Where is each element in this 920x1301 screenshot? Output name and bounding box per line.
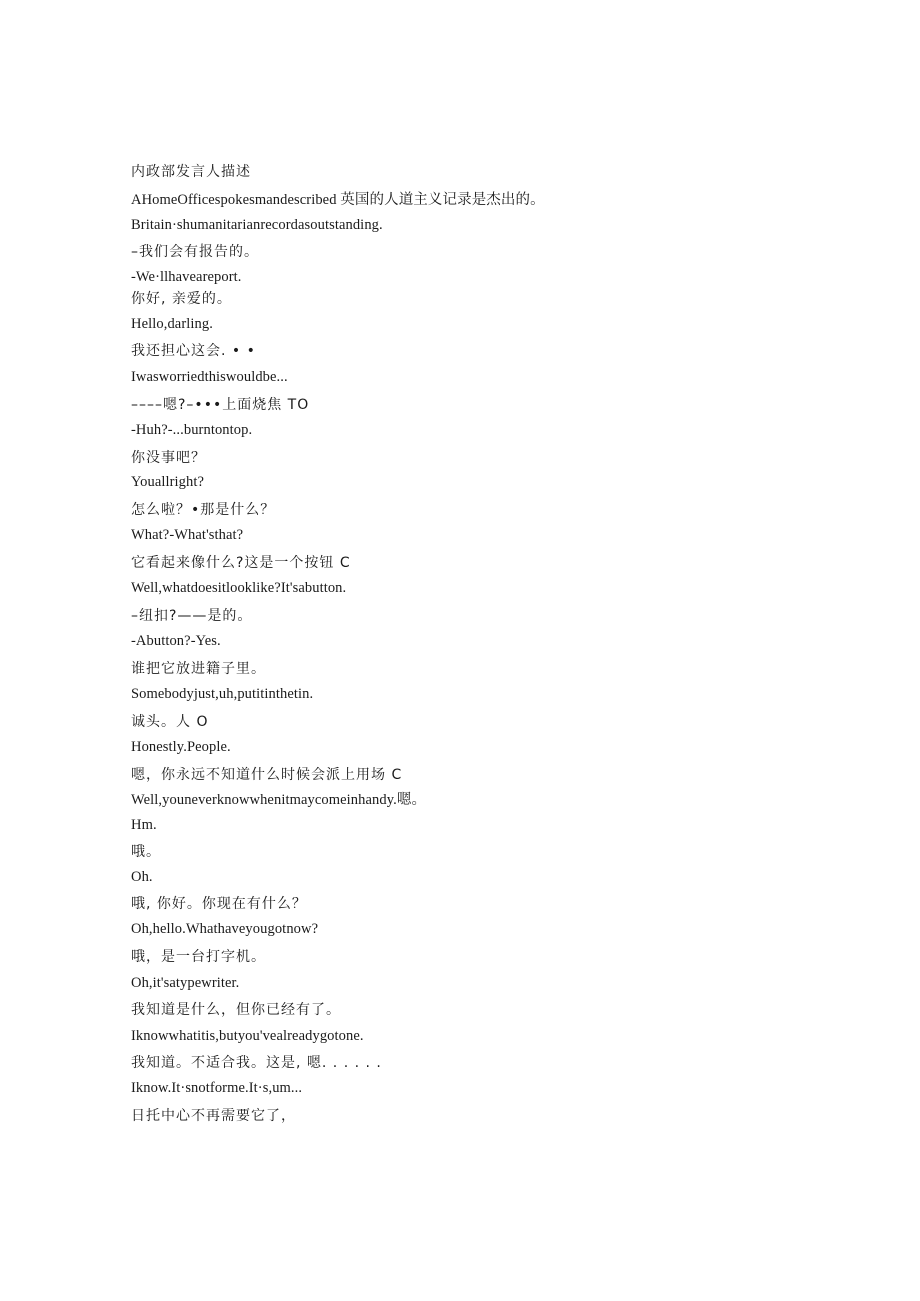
text-line: Hm. — [131, 817, 157, 833]
text-line: 诚头。人 O — [131, 714, 209, 730]
text-line: –纽扣?——是的。 — [131, 608, 253, 624]
text-line: 内政部发言人描述 — [131, 164, 251, 180]
text-line: Iknow.It·snotforme.It·s,um... — [131, 1080, 303, 1096]
text-line: 我知道是什么，但你已经有了。 — [131, 1002, 341, 1018]
text-line: Well,youneverknowwhenitmaycomeinhandy.嗯。 — [131, 792, 427, 808]
text-line: 它看起来像什么?这是一个按钮 C — [131, 555, 351, 571]
text-line: Oh. — [131, 869, 153, 885]
text-line: What?-What'sthat? — [131, 527, 244, 543]
text-line: Honestly.People. — [131, 739, 231, 755]
text-line: 谁把它放进籍子里。 — [131, 661, 266, 677]
text-line: -We·llhaveareport. — [131, 269, 242, 285]
text-line: 哦，是一台打字机。 — [131, 949, 266, 965]
text-line: Hello,darling. — [131, 316, 213, 332]
text-line: 我还担心这会. • • — [131, 343, 256, 359]
text-line: Britain·shumanitarianrecordasoutstanding. — [131, 217, 383, 233]
text-line: 我知道。不适合我。这是, 嗯. . . . . . — [131, 1055, 382, 1071]
text-line: –我们会有报告的。 — [131, 244, 259, 260]
text-line: -Huh?-...burntontop. — [131, 422, 253, 438]
text-line: 哦, 你好。你现在有什么？ — [131, 896, 307, 912]
text-line: -Abutton?-Yes. — [131, 633, 221, 649]
text-line: Iknowwhatitis,butyou'vealreadygotone. — [131, 1028, 364, 1044]
text-line: AHomeOfficespokesmandescribed 英国的人道主义记录是杰出的。 — [131, 192, 545, 208]
text-line: Well,whatdoesitlooklike?It'sabutton. — [131, 580, 347, 596]
text-line: 你好, 亲爱的。 — [131, 291, 232, 307]
text-line: Iwasworriedthiswouldbe... — [131, 369, 288, 385]
text-line: Youallright? — [131, 474, 205, 490]
text-line: 怎么啦？•那是什么？ — [131, 502, 276, 518]
text-line: 日托中心不再需要它了， — [131, 1108, 296, 1124]
text-line: 嗯，你永远不知道什么时候会派上用场 C — [131, 767, 403, 783]
text-line: 你没事吧？ — [131, 450, 206, 466]
text-line: 哦。 — [131, 844, 161, 860]
text-line: Oh,it'satypewriter. — [131, 975, 240, 991]
text-line: Somebodyjust,uh,putitinthetin. — [131, 686, 314, 702]
text-line: Oh,hello.Whathaveyougotnow? — [131, 921, 319, 937]
text-line: ––––嗯?–•••上面烧焦 TO — [131, 397, 310, 413]
